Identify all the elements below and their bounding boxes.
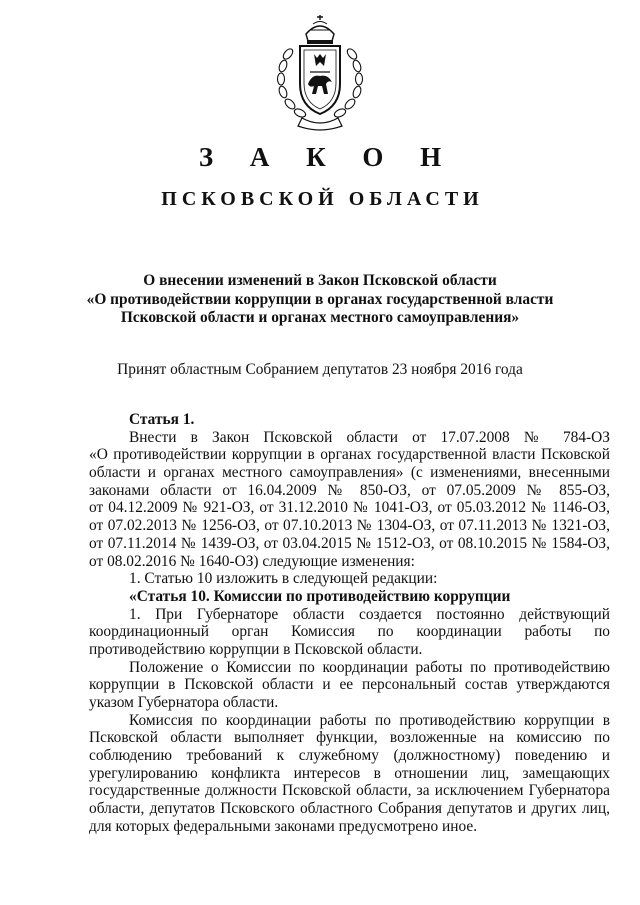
paragraph-line: Внести в Закон Псковской области от 17.07.2008 № 784-ОЗ [129, 428, 610, 446]
article-10-heading: «Статья 10. Комиссии по противодействию коррупции [129, 587, 511, 605]
paragraph-line: для которых федеральными законами предусмотрено иное. [89, 817, 478, 835]
paragraph-line: противодействию коррупции в Псковской области. [89, 640, 423, 658]
paragraph-line: урегулированию конфликта интересов в отношении лиц, замещающих [89, 764, 610, 782]
paragraph-line: от 08.02.2016 № 1640-ОЗ) следующие изменения: [89, 552, 415, 570]
list-item: 1. Статью 10 изложить в следующей редакции: [129, 570, 438, 588]
law-body [89, 411, 610, 836]
paragraph-line: Комиссия по координации работы по противодействию коррупции в [129, 711, 610, 729]
paragraph-line: «О противодействии коррупции в органах государственной власти Псковской [89, 446, 610, 464]
law-subject [60, 272, 580, 328]
coat-of-arms-icon [270, 14, 370, 132]
paragraph-line: соблюдению требований к служебному (должностному) поведению и [89, 747, 610, 765]
subject-line: «О противодействии коррупции в органах государственной власти [86, 290, 554, 308]
subject-line: Псковской области и органах местного самоуправления» [120, 309, 520, 326]
paragraph-line: от 07.11.2014 № 1439-ОЗ, от 03.04.2015 № 1512-ОЗ, от 08.10.2015 № 1584-ОЗ, [89, 534, 610, 552]
paragraph-line: Положение о Комиссии по координации работы по противодействию [129, 658, 610, 676]
adoption-note: Принят областным Собранием депутатов 23 ноября 2016 года [117, 361, 523, 378]
paragraph-line: указом Губернатора области. [89, 694, 279, 711]
paragraph-line: законами области от 16.04.2009 № 850-ОЗ, от 07.05.2009 № 855-ОЗ, [89, 481, 610, 499]
paragraph-line: от 04.12.2009 № 921-ОЗ, от 31.12.2010 № 1041-ОЗ, от 05.03.2012 № 1146-ОЗ, [89, 499, 610, 517]
document-type-title: З А К О Н [198, 142, 457, 172]
paragraph-line: от 07.02.2013 № 1256-ОЗ, от 07.10.2013 № 1304-ОЗ, от 07.11.2013 № 1321-ОЗ, [89, 517, 610, 535]
subject-line: О внесении изменений в Закон Псковской области [143, 272, 497, 289]
paragraph-line: координационный орган Комиссия по координации работы по [89, 623, 610, 641]
article-heading: Статья 1. [129, 411, 195, 428]
paragraph-line: области и органах местного самоуправления» (с изменениями, внесенными [89, 464, 610, 482]
paragraph-line: коррупции в Псковской области и ее персональный состав утверждаются [89, 676, 610, 694]
paragraph-line: государственные должности Псковской области, за исключением Губернатора [89, 782, 610, 800]
region-title: ПСКОВСКОЙ ОБЛАСТИ [161, 188, 484, 210]
paragraph-line: 1. При Губернаторе области создается постоянно действующий [129, 605, 610, 623]
paragraph-line: Псковской области выполняет функции, возложенные на комиссию по [89, 729, 610, 747]
paragraph-line: области, депутатов Псковского областного Собрания депутатов и других лиц, [89, 800, 610, 818]
